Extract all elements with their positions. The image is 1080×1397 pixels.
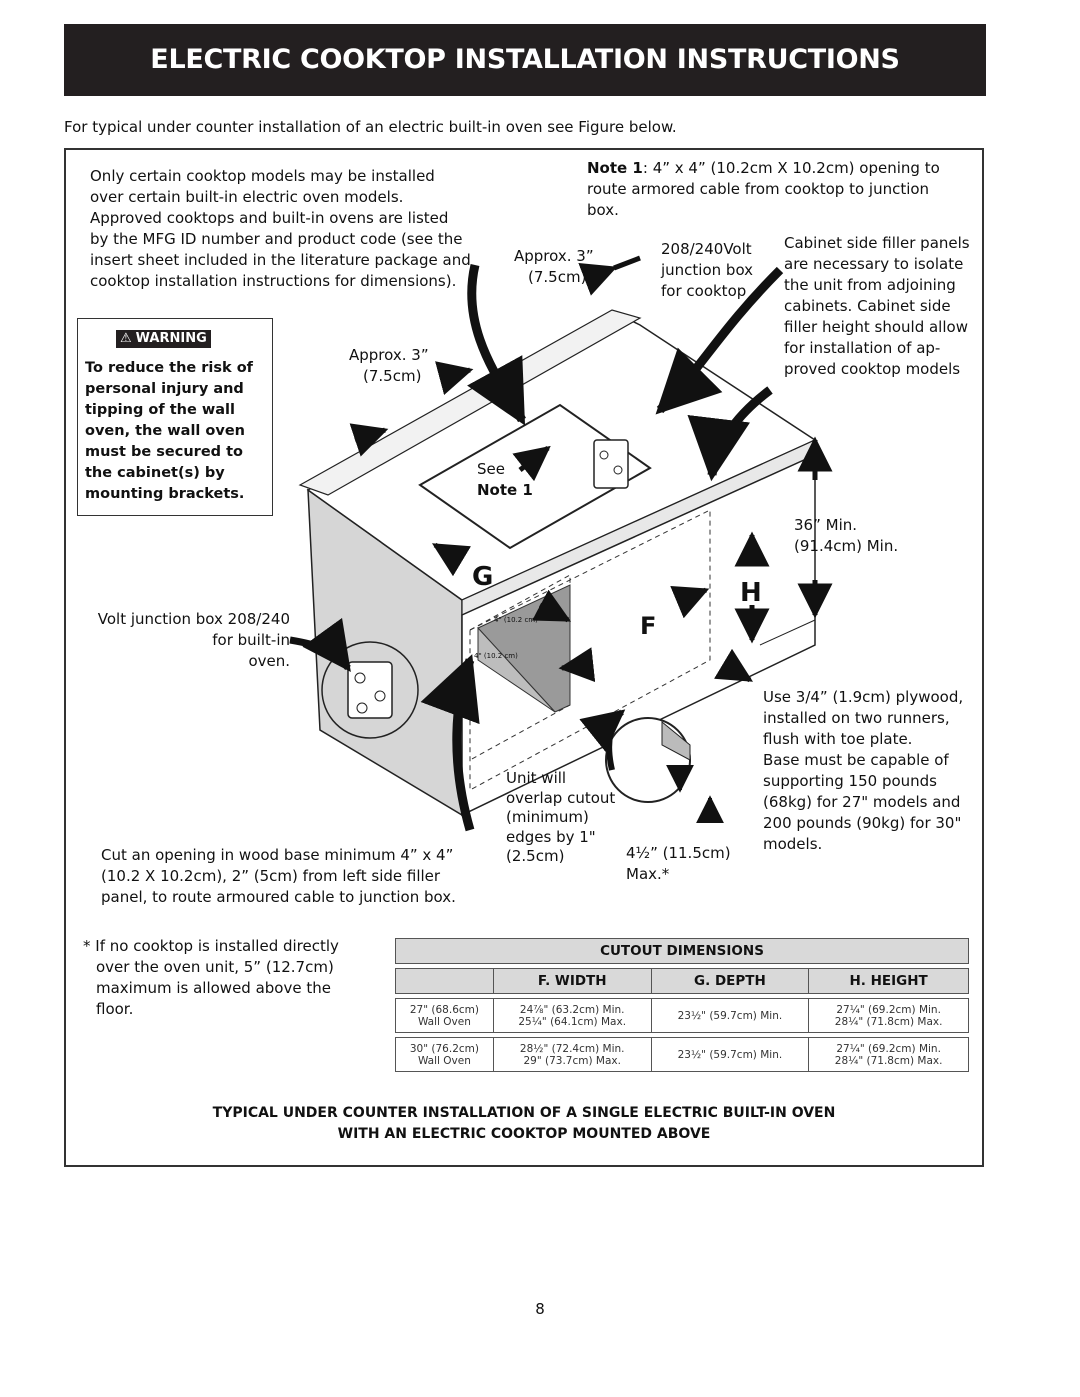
table-row: 30" (76.2cm) Wall Oven 28½" (72.4cm) Min. 29" (73.7cm) Max. 23½" (59.7cm) Min. 27¼" (69.2cm) Min. 28¼" (71.8cm) Max.	[396, 1038, 969, 1072]
page-title: ELECTRIC COOKTOP INSTALLATION INSTRUCTIONS	[64, 24, 986, 96]
dimension-h: H	[740, 578, 762, 608]
small-dim-2: 4" (10.2 cm)	[474, 652, 518, 660]
table-title: CUTOUT DIMENSIONS	[396, 939, 969, 964]
page-number: 8	[535, 1300, 545, 1318]
warning-text: To reduce the risk of personal injury and tipping of the wall oven, the wall oven must be secured to the cabinet(s) by mounting brackets.	[85, 360, 253, 502]
cutout-dimensions-table	[395, 938, 969, 1072]
see-note-label: See Note 1	[477, 460, 533, 499]
plywood-note: Use 3/4” (1.9cm) plywood, installed on two runners, flush with toe plate. Base must be capable of supporting 150 pounds (68kg) for 27" models and 200 pounds (90kg) for 30" models.	[763, 688, 964, 853]
dimension-f: F	[640, 612, 657, 640]
cooktop-jbox-label: 208/240Volt junction box for cooktop	[661, 240, 754, 300]
table-header-row: F. WIDTH G. DEPTH H. HEIGHT	[396, 969, 969, 994]
detail-circle	[606, 718, 690, 802]
max-height-label: 4½” (11.5cm) Max.*	[626, 844, 731, 883]
note-1: Note 1: 4” x 4” (10.2cm X 10.2cm) opening to route armored cable from cooktop to junction box.	[587, 159, 940, 219]
left-note: Only certain cooktop models may be installed over certain built-in electric oven models. Approved cooktops and built-in ovens are listed by the MFG ID number and product code (see the insert sheet included in the literature package and cooktop installation instructions for dimensions).	[90, 167, 471, 290]
filler-note: Cabinet side filler panels are necessary to isolate the unit from adjoining cabinets. Cabinet side filler height should allow for installation of ap- proved cooktop models	[784, 234, 970, 378]
footnote: * If no cooktop is installed directly over the oven unit, 5” (12.7cm) maximum is allowed above the floor.	[83, 937, 339, 1018]
junction-box-cooktop	[594, 440, 628, 488]
approx-left-label: Approx. 3” (7.5cm)	[349, 346, 429, 385]
table-row: 27" (68.6cm) Wall Oven 24⅞" (63.2cm) Min. 25¼" (64.1cm) Max. 23½" (59.7cm) Min. 27¼" (69.2cm) Min. 28¼" (71.8cm) Max.	[396, 999, 969, 1033]
intro-text: For typical under counter installation of an electric built-in oven see Figure below.	[64, 118, 677, 136]
figure-caption: TYPICAL UNDER COUNTER INSTALLATION OF A SINGLE ELECTRIC BUILT-IN OVEN WITH AN ELECTRIC COOKTOP MOUNTED ABOVE	[212, 1105, 836, 1142]
cut-opening-note: Cut an opening in wood base minimum 4” x 4” (10.2 X 10.2cm), 2” (5cm) from left side filler panel, to route armoured cable to junction box.	[101, 846, 456, 906]
overlap-note: Unit will overlap cutout (minimum) edges by 1" (2.5cm)	[506, 769, 616, 865]
warning-label: ⚠ WARNING	[116, 330, 211, 348]
junction-box-oven	[348, 662, 392, 718]
oven-jbox-label: 208/240 Volt junction box for built-in oven.	[97, 610, 290, 670]
warning-triangle-icon: ⚠	[120, 331, 132, 346]
small-dim-1: 4" (10.2 cm)	[494, 616, 538, 624]
min-36-label: 36” Min. (91.4cm) Min.	[794, 516, 899, 555]
approx-top-label: Approx. 3” (7.5cm)	[514, 247, 594, 286]
dimension-g: G	[472, 562, 494, 592]
